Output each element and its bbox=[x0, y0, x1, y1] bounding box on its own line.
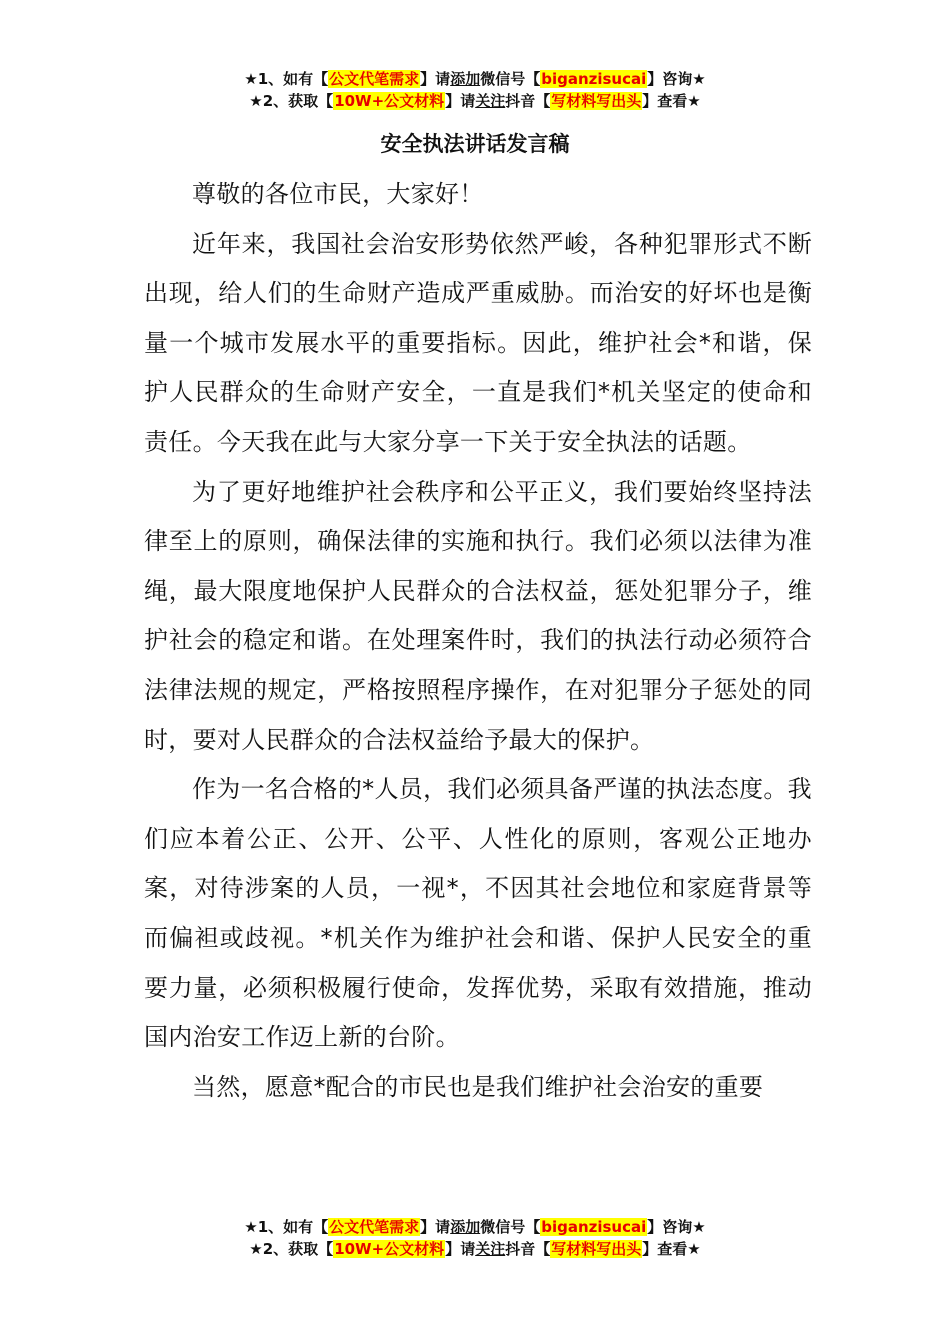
promo-line-2 bbox=[0, 90, 950, 112]
document-title: 安全执法讲话发言稿 bbox=[380, 132, 570, 156]
promo-line-2 bbox=[0, 1238, 950, 1260]
promo-highlight: 公文代笔需求 bbox=[329, 70, 420, 88]
promo-text: ★1、如有【 bbox=[244, 70, 329, 88]
paragraph: 作为一名合格的*人员，我们必须具备严谨的执法态度。我们应本着公正、公开、公平、人性化的原则，客观公正地办案，对待涉案的人员，一视*，不因其社会地位和家庭背景等而偏袒或歧视。*机关作为维护社会和谐、保护人民安全的重要力量，必须积极履行使命，发挥优势，采取有效措施，推动国内治安工作迈上新的台阶。 bbox=[144, 775, 812, 1052]
promo-wechat-id: biganzisucai bbox=[541, 1218, 647, 1236]
promo-highlight: 10W+公文材料 bbox=[334, 1240, 445, 1258]
document-body bbox=[144, 170, 812, 1112]
promo-text: 抖音【 bbox=[505, 92, 551, 110]
promo-text: 】咨询★ bbox=[647, 70, 706, 88]
promo-line-1 bbox=[0, 1216, 950, 1238]
paragraph: 为了更好地维护社会秩序和公平正义，我们要始终坚持法律至上的原则，确保法律的实施和执行。我们必须以法律为准绳，最大限度地保护人民群众的合法权益，惩处犯罪分子，维护社会的稳定和谐。在处理案件时，我们的执法行动必须符合法律法规的规定，严格按照程序操作，在对犯罪分子惩处的同时，要对人民群众的合法权益给予最大的保护。 bbox=[144, 477, 812, 754]
promo-text: 】请 bbox=[420, 1218, 451, 1236]
paragraph: 近年来，我国社会治安形势依然严峻，各种犯罪形式不断出现，给人们的生命财产造成严重威胁。而治安的好坏也是衡量一个城市发展水平的重要指标。因此，维护社会*和谐，保护人民群众的生命财产安全，一直是我们*机关坚定的使命和责任。今天我在此与大家分享一下关于安全执法的话题。 bbox=[144, 229, 812, 456]
promo-text: 】咨询★ bbox=[647, 1218, 706, 1236]
promo-text: 】请 bbox=[445, 1240, 476, 1258]
promo-highlight: 10W+公文材料 bbox=[334, 92, 445, 110]
promo-underline: 添加 bbox=[450, 70, 481, 88]
promo-header bbox=[0, 68, 950, 112]
promo-footer bbox=[0, 1216, 950, 1260]
promo-underline: 添加 bbox=[450, 1218, 481, 1236]
promo-text: 抖音【 bbox=[505, 1240, 551, 1258]
promo-text: 】请 bbox=[445, 92, 476, 110]
promo-text: 微信号【 bbox=[480, 1218, 541, 1236]
paragraph-greeting: 尊敬的各位市民，大家好！ bbox=[192, 180, 484, 208]
paragraph-partial: 当然，愿意*配合的市民也是我们维护社会治安的重要 bbox=[192, 1072, 764, 1101]
promo-wechat-id: biganzisucai bbox=[541, 70, 647, 88]
promo-line-1 bbox=[0, 68, 950, 90]
promo-douyin-id: 写材料写出头 bbox=[551, 92, 642, 110]
promo-text: 】查看★ bbox=[642, 92, 701, 110]
promo-douyin-id: 写材料写出头 bbox=[551, 1240, 642, 1258]
promo-text: 】请 bbox=[420, 70, 451, 88]
promo-text: 】查看★ bbox=[642, 1240, 701, 1258]
promo-text: 微信号【 bbox=[480, 70, 541, 88]
promo-text: ★1、如有【 bbox=[244, 1218, 329, 1236]
promo-text: ★2、获取【 bbox=[249, 1240, 334, 1258]
promo-highlight: 公文代笔需求 bbox=[329, 1218, 420, 1236]
promo-underline: 关注 bbox=[475, 1240, 506, 1258]
promo-text: ★2、获取【 bbox=[249, 92, 334, 110]
promo-underline: 关注 bbox=[475, 92, 506, 110]
